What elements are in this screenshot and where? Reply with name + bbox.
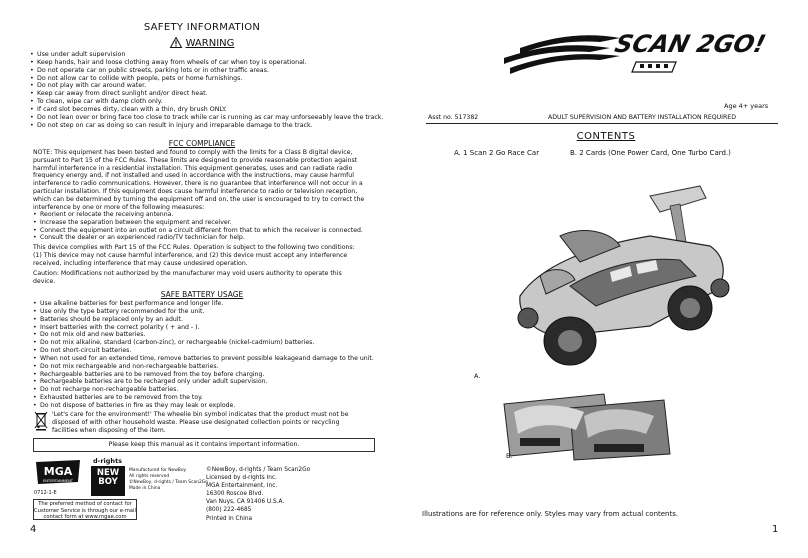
list-item: • Do not recharge non-rechargeable batteries. — [33, 386, 383, 394]
list-item: • Use under adult supervision — [30, 51, 390, 59]
manufacturer-note: Manufactured for NewBoy All rights reserved ©NewBoy, d-rights / Team Scan2Go Made in China — [129, 468, 208, 491]
contents-item-a: A. 1 Scan 2 Go Race Car — [454, 149, 540, 157]
logo-text: SCAN 2GO! — [612, 29, 769, 58]
list-item: • Do not mix old and new batteries. — [33, 331, 383, 339]
contents-title: CONTENTS — [576, 131, 636, 142]
adult-supervision-note: ADULT SUPERVISION AND BATTERY INSTALLATION REQUIRED — [548, 114, 736, 121]
list-item: • Do not short-circuit batteries. — [33, 347, 383, 355]
list-item: • Connect the equipment into an outlet on a circuit different from that to which the receiver is connected. — [33, 227, 379, 235]
list-item: • When not used for an extended time, remove batteries to prevent possible leakageand damage to the unit. — [33, 355, 383, 363]
divider — [426, 123, 778, 124]
list-item: • Exhausted batteries are to be removed from the toy. — [33, 394, 383, 402]
crossed-bin-icon — [34, 411, 48, 431]
list-item: • Consult the dealer or an experienced radio/TV technician for help. — [33, 234, 379, 242]
list-item: • Rechargeable batteries are to be recharged only under adult supervision. — [33, 378, 383, 386]
list-item: • If card slot becomes dirty, clean with a thin, dry brush ONLY. — [30, 106, 390, 114]
keep-manual-box: Please keep this manual as it contains important information. — [33, 438, 375, 452]
warning-title: WARNING — [185, 38, 235, 49]
list-item: • Use alkaline batteries for best performance and longer life. — [33, 300, 383, 308]
page-number-left: 4 — [30, 524, 37, 535]
list-item: • Do not play with car around water. — [30, 82, 390, 90]
list-item: • Rechargeable batteries are to be removed from the toy before charging. — [33, 371, 383, 379]
safety-list — [30, 51, 390, 129]
list-item: • Do not operate car on public streets, parking lots or in other traffic areas. — [30, 67, 390, 75]
warning-heading — [0, 37, 404, 49]
label-a: A. — [474, 372, 481, 380]
fcc-title: FCC COMPLIANCE — [168, 139, 236, 148]
assortment-number: Asst no. 517382 — [428, 114, 479, 121]
newboy-logo: NEW BOY — [91, 466, 125, 496]
fcc-note: NOTE: This equipment has been tested and found to comply with the limits for a Class B digital device, pursuant to Part 15 of the FCC Rules. These limits are designed to provide reasonable protection against harmful interference in a residential installation. This equipment generates, uses and can radiate radio frequency energy and, if not installed and used in accordance with the instructions, may cause harmful interference to radio communications. However, there is no guarantee that interference will not occur in a particular installation. If this equipment does cause harmful interference to radio or television reception, which can be determined by turning the equipment off and on, the user is encouraged to try to correct the interference by one or more of the following measures: — [33, 149, 365, 211]
cards-illustration — [484, 390, 684, 462]
fcc-caution: Caution: Modifications not authorized by the manufacturer may void users authority to operate this device. — [33, 270, 342, 285]
list-item: • Do not mix alkaline, standard (carbon-zinc), or rechargeable (nickel-cadmium) batteries. — [33, 339, 383, 347]
age-label: Age 4+ years — [724, 102, 769, 110]
warning-triangle-icon — [170, 37, 182, 48]
label-b: B. — [506, 452, 513, 460]
mga-code: 0712-1-E — [34, 490, 57, 496]
d-rights-logo: d-rights — [93, 457, 123, 465]
battery-title: SAFE BATTERY USAGE — [160, 290, 244, 299]
svg-text:MGA: MGA — [43, 465, 73, 478]
fcc-comply: This device complies with Part 15 of the FCC Rules. Operation is subject to the following two conditions: (1) This device may not cause harmful interference, and (2) this device must accept any interference received, including interference that may cause undesired operation. — [33, 244, 355, 267]
scan2go-logo — [500, 18, 769, 88]
contents-item-b: B. 2 Cards (One Power Card, One Turbo Card.) — [570, 149, 731, 157]
fcc-measures-list — [33, 211, 379, 242]
list-item: • Use only the type battery recommended for the unit. — [33, 308, 383, 316]
safety-title: SAFETY INFORMATION — [143, 22, 261, 33]
contact-box: The preferred method of contact for Customer Service is through our e-mail contact form at www.mgae.com — [34, 501, 136, 520]
svg-text:ENTERTAINMENT: ENTERTAINMENT — [42, 479, 74, 483]
list-item: • Keep hands, hair and loose clothing away from wheels of car when toy is operational. — [30, 59, 390, 67]
list-item: • Do not mix rechargeable and non-rechargeable batteries. — [33, 363, 383, 371]
list-item: • Reorient or relocate the receiving antenna. — [33, 211, 379, 219]
list-item: • Do not allow car to collide with people, pets or home furnishings. — [30, 75, 390, 83]
list-item: • To clean, wipe car with damp cloth only. — [30, 98, 390, 106]
list-item: • Do not dispose of batteries in fire as they may leak or explode. — [33, 402, 383, 410]
list-item: • Keep car away from direct sunlight and/or direct heat. — [30, 90, 390, 98]
list-item: • Increase the separation between the equipment and receiver. — [33, 219, 379, 227]
illustrations-note: Illustrations are for reference only. Styles may vary from actual contents. — [422, 510, 679, 518]
battery-list — [33, 300, 383, 410]
address-block: ©NewBoy, d-rights / Team Scan2Go Licensed by d-rights Inc. MGA Entertainment, Inc. 16300 Roscoe Blvd. Van Nuys, CA 91406 U.S.A. (800) 222-4685 Printed in China — [206, 467, 311, 522]
weee-text: 'Let's care for the environment!' The wheelie bin symbol indicates that the product must not be disposed of with other household waste. Please use designated collection points or recycling facilities when disposing of the item. — [52, 411, 349, 434]
list-item: • Do not lean over or bring face too close to track while car is running as car may unforseeably leave the track. — [30, 114, 390, 122]
list-item: • Insert batteries with the correct polarity ( + and - ). — [33, 324, 383, 332]
mga-logo — [34, 458, 82, 488]
list-item: • Do not step on car as doing so can result in injury and irreparable damage to the track. — [30, 122, 390, 130]
right-page — [404, 0, 808, 558]
race-car-illustration — [500, 176, 740, 376]
list-item: • Batteries should be replaced only by an adult. — [33, 316, 383, 324]
page-number-right: 1 — [772, 524, 779, 535]
